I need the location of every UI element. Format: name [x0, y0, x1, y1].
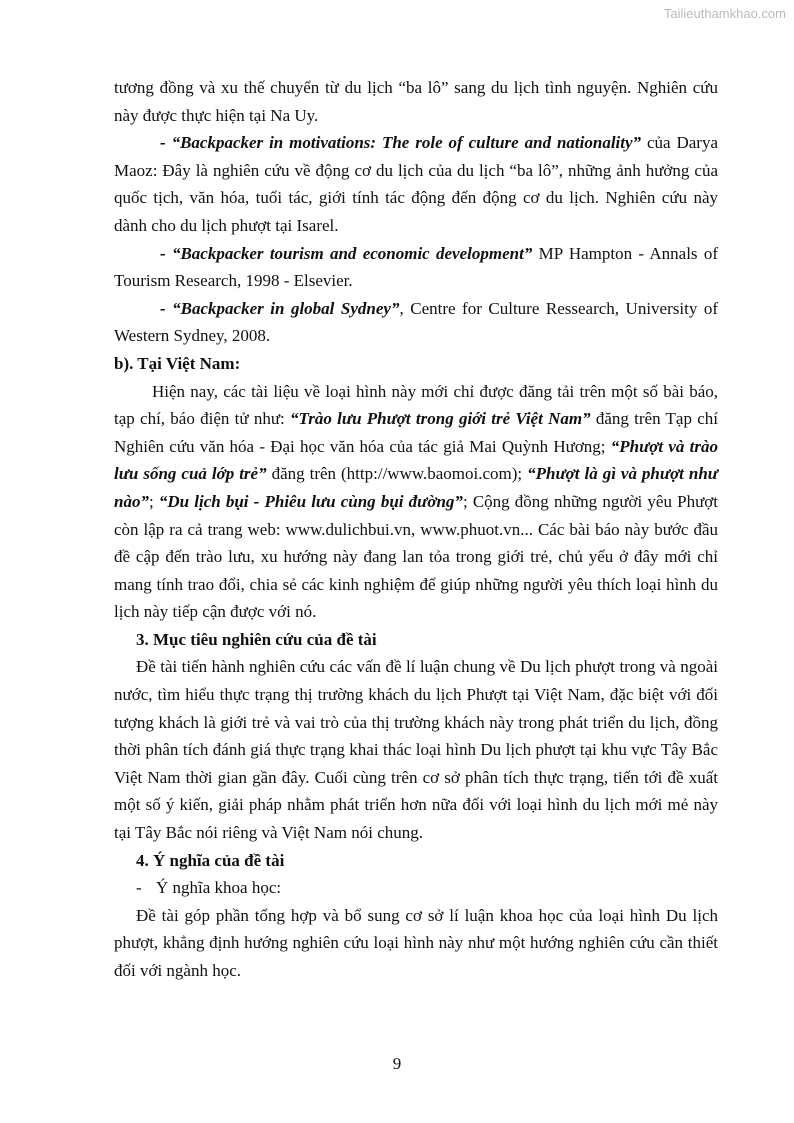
section-heading-vietnam: b). Tại Việt Nam:	[114, 353, 241, 373]
text-run: Hiện nay, các tài liệu về loại hình này mới chỉ được đăng tải trên một số bài báo, tạp chí, báo điện tử như:	[114, 381, 718, 429]
watermark: Tailieuthamkhao.com	[663, 6, 786, 21]
article-title: “Phượt và trào lưu sống cuả lớp trẻ”	[114, 436, 718, 484]
article-title: “Du lịch bụi - Phiêu lưu cùng bụi đường”	[158, 491, 463, 511]
paragraph-vietnam	[114, 378, 718, 626]
section-heading-4: 4. Ý nghĩa của đề tài	[136, 850, 285, 870]
document-body	[114, 74, 718, 985]
subsection-label: Ý nghĩa khoa học:	[156, 878, 282, 898]
reference-item-1	[114, 129, 718, 239]
article-title: “Trào lưu Phượt trong giới trẻ Việt Nam”	[290, 409, 591, 429]
paragraph-objectives: Đề tài tiến hành nghiên cứu các vấn đề lí luận chung về Du lịch phượt trong và ngoài nước, tìm hiểu thực trạng thị trường khách du lịch Phượt tại Việt Nam, đặc biệt với đối tượng khách là giới trẻ và vai trò của thị trường khách này trong phát triển du lịch, đồng thời phân tích đánh giá thực trạng khai thác loại hình Du lịch phượt tại khu vực Tây Bắc Việt Nam thời gian gần đây. Cuối cùng trên cơ sở phân tích thực trạng, tiến tới đề xuất một số ý kiến, giải pháp nhằm phát triển hơn nữa đối với loại hình du lịch mới mẻ này tại Tây Bắc nói riêng và Việt Nam nói chung.	[114, 657, 718, 843]
text-run: đăng trên (http://www.baomoi.com);	[266, 464, 528, 484]
reference-text: của Darya Maoz: Đây là nghiên cứu về động cơ du lịch của du lịch “ba lô”, những ảnh hưởng của quốc tịch, văn hóa, tuổi tác, giới tính tác động đến động cơ du lịch. Nghiên cứu này dành cho du lịch phượt tại Isarel.	[114, 133, 718, 235]
reference-text: MP Hampton - Annals of Tourism Research, 1998 - Elsevier.	[114, 243, 718, 291]
section-heading-3: 3. Mục tiêu nghiên cứu của đề tài	[136, 629, 377, 649]
paragraph-continued: tương đồng và xu thế chuyển từ du lịch “ba lô” sang du lịch tình nguyện. Nghiên cứu này được thực hiện tại Na Uy.	[114, 78, 718, 125]
page-number: 9	[392, 1054, 402, 1073]
text-run: đăng trên Tạp chí Nghiên cứu văn hóa - Đại học văn hóa của tác giả Mai Quỳnh Hương;	[114, 409, 718, 456]
reference-item-3	[114, 295, 718, 350]
reference-text: , Centre for Culture Ressearch, University of Western Sydney, 2008.	[114, 298, 718, 346]
article-title: “Phượt là gì và phượt như nào”	[114, 464, 718, 511]
text-run: ;	[148, 491, 159, 511]
paragraph-significance: Đề tài góp phần tổng hợp và bổ sung cơ sở lí luận khoa học của loại hình Du lịch phượt, khẳng định hướng nghiên cứu loại hình này như một hướng nghiên cứu cần thiết đối với ngành học.	[114, 905, 718, 980]
reference-title: - “Backpacker in global Sydney”	[160, 298, 400, 318]
text-run: ; Cộng đồng những người yêu Phượt còn lập ra cả trang web: www.dulichbui.vn, www.phuot.vn... Các bài báo này bước đầu đề cập đến trào lưu, xu hướng này đang lan tỏa trong giới trẻ, chủ yếu ở đây mới chỉ mang tính trao đổi, chia sẻ các kinh nghiệm để giúp những người yêu thích loại hình du lịch này tiếp cận được với nó.	[114, 491, 718, 622]
reference-title: - “Backpacker tourism and economic development”	[160, 243, 533, 263]
subsection-scientific	[114, 874, 718, 902]
dash-bullet: -	[136, 878, 142, 898]
reference-title: - “Backpacker in motivations: The role of culture and nationality”	[160, 133, 642, 153]
reference-item-2	[114, 240, 718, 295]
